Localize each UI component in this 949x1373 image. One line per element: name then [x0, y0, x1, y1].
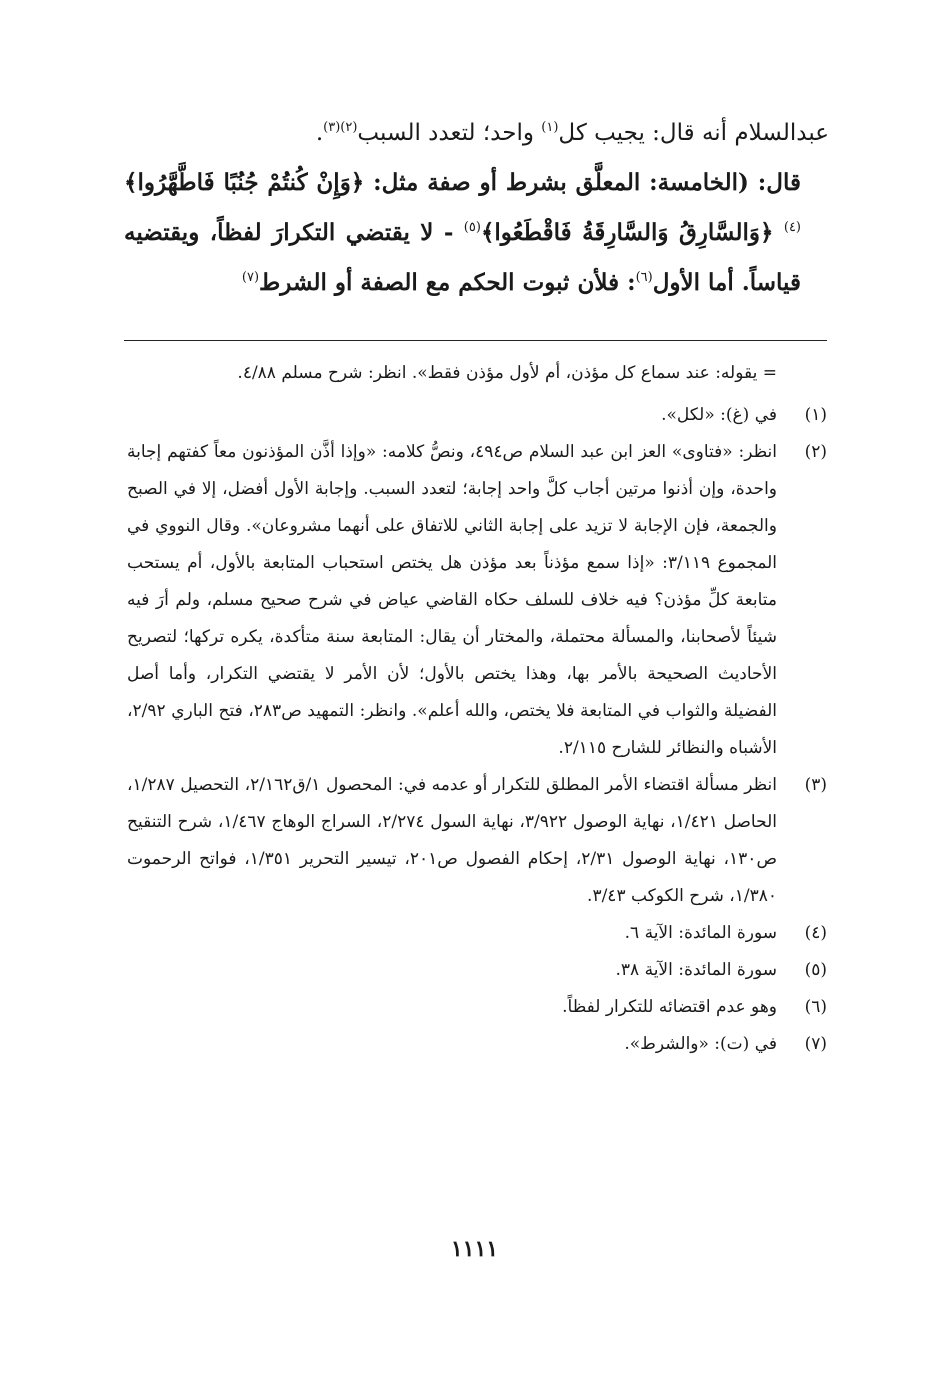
text-run: . [315, 120, 324, 146]
footnote-text: سورة المائدة: الآية ٣٨. [615, 960, 777, 980]
footnote-text: في (غ): «لكل». [661, 405, 777, 425]
footnote-number: (٤) [804, 923, 827, 943]
footnote-text: انظر: «فتاوى» العز ابن عبد السلام ص٤٩٤، ونصُّ كلامه: «وإذا أذَّن المؤذنون معاً كفتهم إجابة واحدة، وإن أذنوا مرتين أجاب كلَّ واحد إجابة؛ لتعدد السبب. وإجابة الأول أفضل، إلا في الصبح والجمعة، فإن الإجابة لا تزيد على إجابة الثاني للاتفاق على أنهما مشروعان». وقال النووي في المجموع ٣/١١٩: «إذا سمع مؤذناً بعد مؤذن هل يختص استحباب المتابعة بالأول، أم يستحب متابعة كلِّ مؤذن؟ فيه خلاف للسلف حكاه القاضي عياض في شرح صحيح مسلم، ولم أرَ فيه شيئاً لأصحابنا، والمسألة محتملة، والمختار أن يقال: المتابعة سنة متأكدة، يكره تركها؛ لتصريح الأحاديث الصحيحة بالأمر بها، وهذا يختص بالأول؛ لأن الأمر لا يقتضي التكرار، وأما أصل الفضيلة والثواب في المتابعة فلا يختص، والله أعلم». وانظر: التمهيد ص٢٨٣، فتح الباري ٢/٩٢، الأشباه والنظائر للشارح ٢/١١٥. [127, 442, 778, 758]
footnote-number: (٣) [804, 775, 827, 795]
footnote-ref-7: (٧) [241, 270, 260, 285]
footnote-continuation: = يقوله: عند سماع كل مؤذن، أم لأول مؤذن فقط». انظر: شرح مسلم ٤/٨٨. [237, 363, 777, 383]
main-text [124, 108, 829, 308]
footnote-number: (٧) [804, 1034, 827, 1054]
main-line-1 [124, 108, 829, 158]
text-run: عبدالسلام أنه قال: يجيب كل [558, 120, 829, 146]
footnote-6 [127, 989, 827, 1026]
footnote-3 [127, 767, 827, 915]
footnote-7 [127, 1026, 827, 1063]
footnote-ref-6: (٦) [635, 270, 653, 285]
footnote-5 [127, 952, 827, 989]
page-number: ١١١١ [450, 1236, 499, 1262]
quran-verse-2: ﴿وَالسَّارِقُ وَالسَّارِقَةُ فَاقْطَعُوا﴾ [480, 219, 784, 246]
footnote-text: في (ت): «والشرط». [624, 1034, 777, 1054]
text-run: : فلأن ثبوت الحكم مع الصفة أو الشرط [259, 269, 636, 296]
footnote-text: انظر مسألة اقتضاء الأمر المطلق للتكرار أو عدمه في: المحصول ١/ق٢/١٦٢، التحصيل ١/٢٨٧، الحاصل ١/٤٢١، نهاية الوصول ٣/٩٢٢، نهاية السول ٢/٢٧٤، السراج الوهاج ١/٤٦٧، شرح التنقيح ص١٣٠، نهاية الوصول ٢/٣١، إحكام الفصول ص٢٠١، تيسير التحرير ١/٣٥١، فواتح الرحموت ١/٣٨٠، شرح الكوكب ٣/٤٣. [127, 775, 777, 906]
footnote-ref-4: (٤) [783, 220, 801, 235]
footnote-ref-1: (١) [541, 120, 559, 135]
footnote-number: (٥) [804, 960, 827, 980]
quran-verse-1: ﴿وَإِنْ كُنتُمْ جُنُبًا فَاطَّهَّرُوا﴾ [124, 169, 365, 196]
footnote-separator [124, 340, 827, 341]
footnote-text: وهو عدم اقتضائه للتكرار لفظاً. [562, 997, 777, 1017]
footnote-number: (١) [804, 405, 827, 425]
footnotes [127, 355, 827, 1063]
text-run: واحد؛ لتعدد السبب [357, 120, 542, 146]
text-run: قال: (الخامسة: المعلَّق بشرط أو صفة مثل: [364, 169, 801, 196]
main-paragraph-2 [124, 158, 829, 308]
footnote-ref-2-3: (٢)(٣) [323, 120, 358, 135]
footnote-number: (٢) [804, 442, 827, 462]
footnote-ref-5: (٥) [463, 220, 481, 235]
footnote-1 [127, 397, 827, 434]
footnote-2 [127, 434, 827, 767]
footnote-number: (٦) [804, 997, 827, 1017]
text-run: - لا يقتضي التكرارَ لفظاً، ويقتضيه قياساً. أما الأول [124, 219, 801, 296]
footnote-4 [127, 915, 827, 952]
footnote-text: سورة المائدة: الآية ٦. [624, 923, 777, 943]
